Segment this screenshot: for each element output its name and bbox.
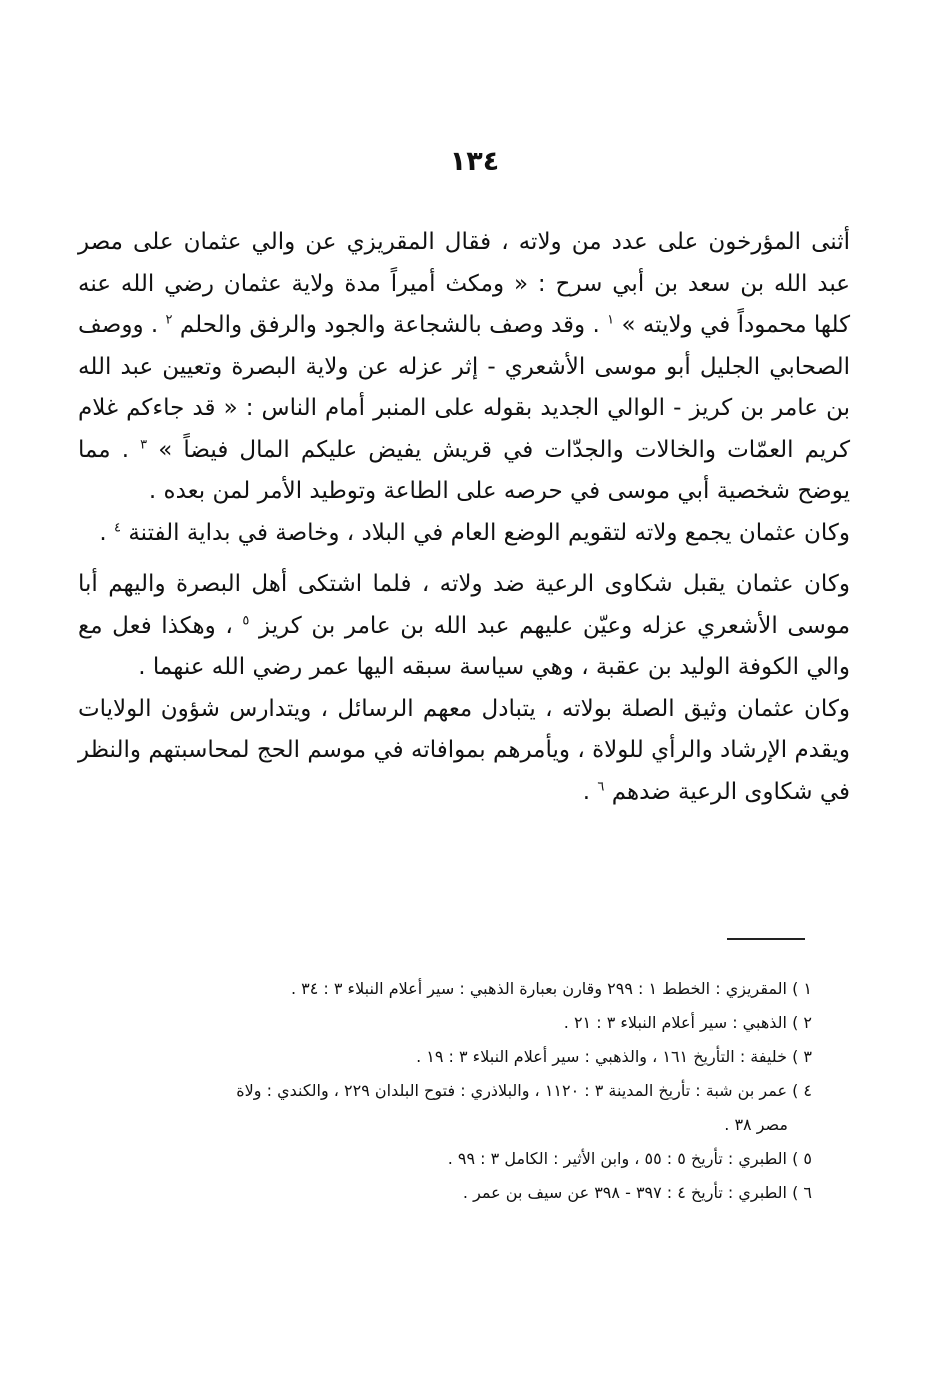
paragraph-4: وكان عثمان وثيق الصلة بولاته ، يتبادل معهم الرسائل ، ويتدارس شؤون الولايات ويقدم الإرشاد والرأي للولاة ، ويأمرهم بموافاته في موسم الحج لمحاسبتهم والنظر في شكاوى الرعية ضدهم $^٦$ . — [78, 695, 850, 805]
footnote-ref-1: ١ — [607, 312, 615, 328]
footnote-1: ١ ) المقريزي : الخطط ١ : ٢٩٩ وقارن بعبارة الذهبي : سير أعلام النبلاء ٣ : ٣٤ . — [290, 979, 812, 998]
footnote-6: ٦ ) الطبري : تأريخ ٤ : ٣٩٧ - ٣٩٨ عن سيف بن عمر . — [462, 1183, 812, 1202]
paragraph-2: وكان عثمان يجمع ولاته لتقويم الوضع العام في البلاد ، وخاصة في بداية الفتنة $^٤$ . — [99, 519, 850, 546]
footnote-ref-3: ٣ — [140, 436, 148, 452]
footnote-4: ٤ ) عمر بن شبة : تأريخ المدينة ٣ : ١١٢٠ ، والبلاذري : فتوح البلدان ٢٢٩ ، والكندي : ولاة — [236, 1081, 812, 1100]
footnote-2: ٢ ) الذهبي : سير أعلام النبلاء ٣ : ٢١ . — [563, 1013, 812, 1032]
footnote-ref-4: ٤ — [114, 519, 122, 535]
footnote-separator — [727, 938, 805, 940]
footnote-ref-5: ٥ — [242, 612, 250, 628]
paragraph-3: وكان عثمان يقبل شكاوى الرعية ضد ولاته ، فلما اشتكى أهل البصرة واليهم أبا موسى الأشعري عزله وعيّن عليهم عبد الله بن عامر بن كريز $^٥$ ، وهكذا فعل مع والي الكوفة الوليد بن عقبة ، وهي سياسة سبقه اليها عمر رضي الله عنهما . — [78, 571, 851, 680]
main-text — [78, 222, 850, 813]
footnote-5: ٥ ) الطبري : تأريخ ٥ : ٥٥ ، وابن الأثير : الكامل ٣ : ٩٩ . — [447, 1149, 812, 1168]
footnotes — [118, 972, 812, 1210]
paragraph-1: أثنى المؤرخون على عدد من ولاته ، فقال المقريزي عن والي عثمان على مصر عبد الله بن سعد بن أبي سرح : « ومكث أميراً مدة ولاية عثمان رضي الله عنه كلها محموداً في ولايته » $^١$ . وقد وصف بالشجاعة والجود والرفق والحلم $^٢$ . ووصف الصحابي الجليل أبو موسى الأشعري - إثر عزله عن ولاية البصرة وتعيين عبد الله بن عامر بن كريز - الوالي الجديد بقوله على المنبر أمام الناس : « قد جاءكم غلام كريم العمّات والخالات والجدّات في قريش يفيض عليكم المال فيضاً » $^٣$ . مما يوضح شخصية أبي موسى في حرصه على الطاعة وتوطيد الأمر لمن بعده . — [78, 229, 851, 504]
footnote-ref-6: ٦ — [597, 778, 605, 794]
page-number: ١٣٤ — [449, 146, 500, 177]
footnote-4-continued: مصر ٣٨ . — [724, 1115, 788, 1134]
footnote-ref-2: ٢ — [165, 312, 173, 328]
footnote-3: ٣ ) خليفة : التأريخ ١٦١ ، والذهبي : سير أعلام النبلاء ٣ : ١٩ . — [416, 1047, 812, 1066]
